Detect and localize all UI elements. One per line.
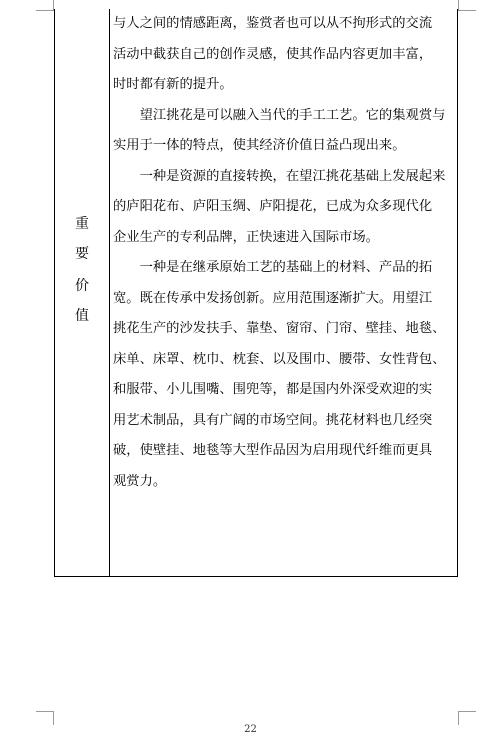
content-table — [54, 9, 458, 577]
text-line: 一种是资源的直接转换，在望江挑花基础上发展起来 — [113, 168, 446, 184]
row-label-char: 重 — [75, 216, 89, 232]
text-line: 的庐阳花布、庐阳玉绸、庐阳提花，已成为众多现代化 — [113, 199, 433, 214]
crop-mark-top-right-h — [458, 10, 476, 11]
text-line: 挑花生产的沙发扶手、靠垫、窗帘、门帘、壁挂、地毯、 — [113, 321, 446, 336]
crop-mark-bottom-left-v — [53, 711, 54, 725]
text-line: 一种是在继承原始工艺的基础上的材料、产品的拓 — [113, 260, 433, 275]
text-line: 破，使壁挂、地毯等大型作品因为启用现代纤维而更具 — [113, 443, 433, 458]
text-line: 和服带、小儿围嘴、围兜等，都是国内外深受欢迎的实 — [113, 382, 433, 397]
text-line: 宽。既在传承中发扬创新。应用范围逐渐扩大。用望江 — [113, 290, 433, 306]
text-line: 用艺术制品，具有广阔的市场空间。挑花材料也几经突 — [113, 412, 433, 428]
row-label-char: 价 — [75, 278, 89, 294]
crop-mark-bottom-right-h — [458, 711, 476, 712]
text-line: 时时都有新的提升。 — [113, 77, 233, 92]
text-line: 观赏力。 — [113, 473, 167, 489]
text-line: 望江挑花是可以融入当代的手工工艺。它的集观赏与 — [113, 107, 446, 123]
crop-mark-top-right-v — [458, 0, 459, 11]
row-label-cell — [55, 9, 109, 577]
text-line: 企业生产的专利品牌，正快速进入国际市场。 — [113, 229, 379, 245]
crop-mark-bottom-left-h — [36, 711, 54, 712]
text-line: 床单、床罩、枕巾、枕套、以及围巾、腰带、女性背包、 — [113, 351, 446, 367]
text-line: 活动中截获自己的创作灵感，使其作品内容更加丰富， — [113, 46, 433, 62]
content-cell — [113, 9, 455, 497]
row-label-char: 值 — [75, 308, 89, 324]
crop-mark-top-left-h — [36, 10, 54, 11]
crop-mark-bottom-right-v — [458, 711, 459, 725]
page-number: 22 — [244, 724, 257, 735]
text-line: 实用于一体的特点，使其经济价值日益凸现出来。 — [113, 138, 406, 153]
row-label-char: 要 — [75, 246, 89, 262]
column-divider — [109, 9, 110, 577]
text-line: 与人之间的情感距离，鉴赏者也可以从不拘形式的交流 — [113, 16, 433, 31]
